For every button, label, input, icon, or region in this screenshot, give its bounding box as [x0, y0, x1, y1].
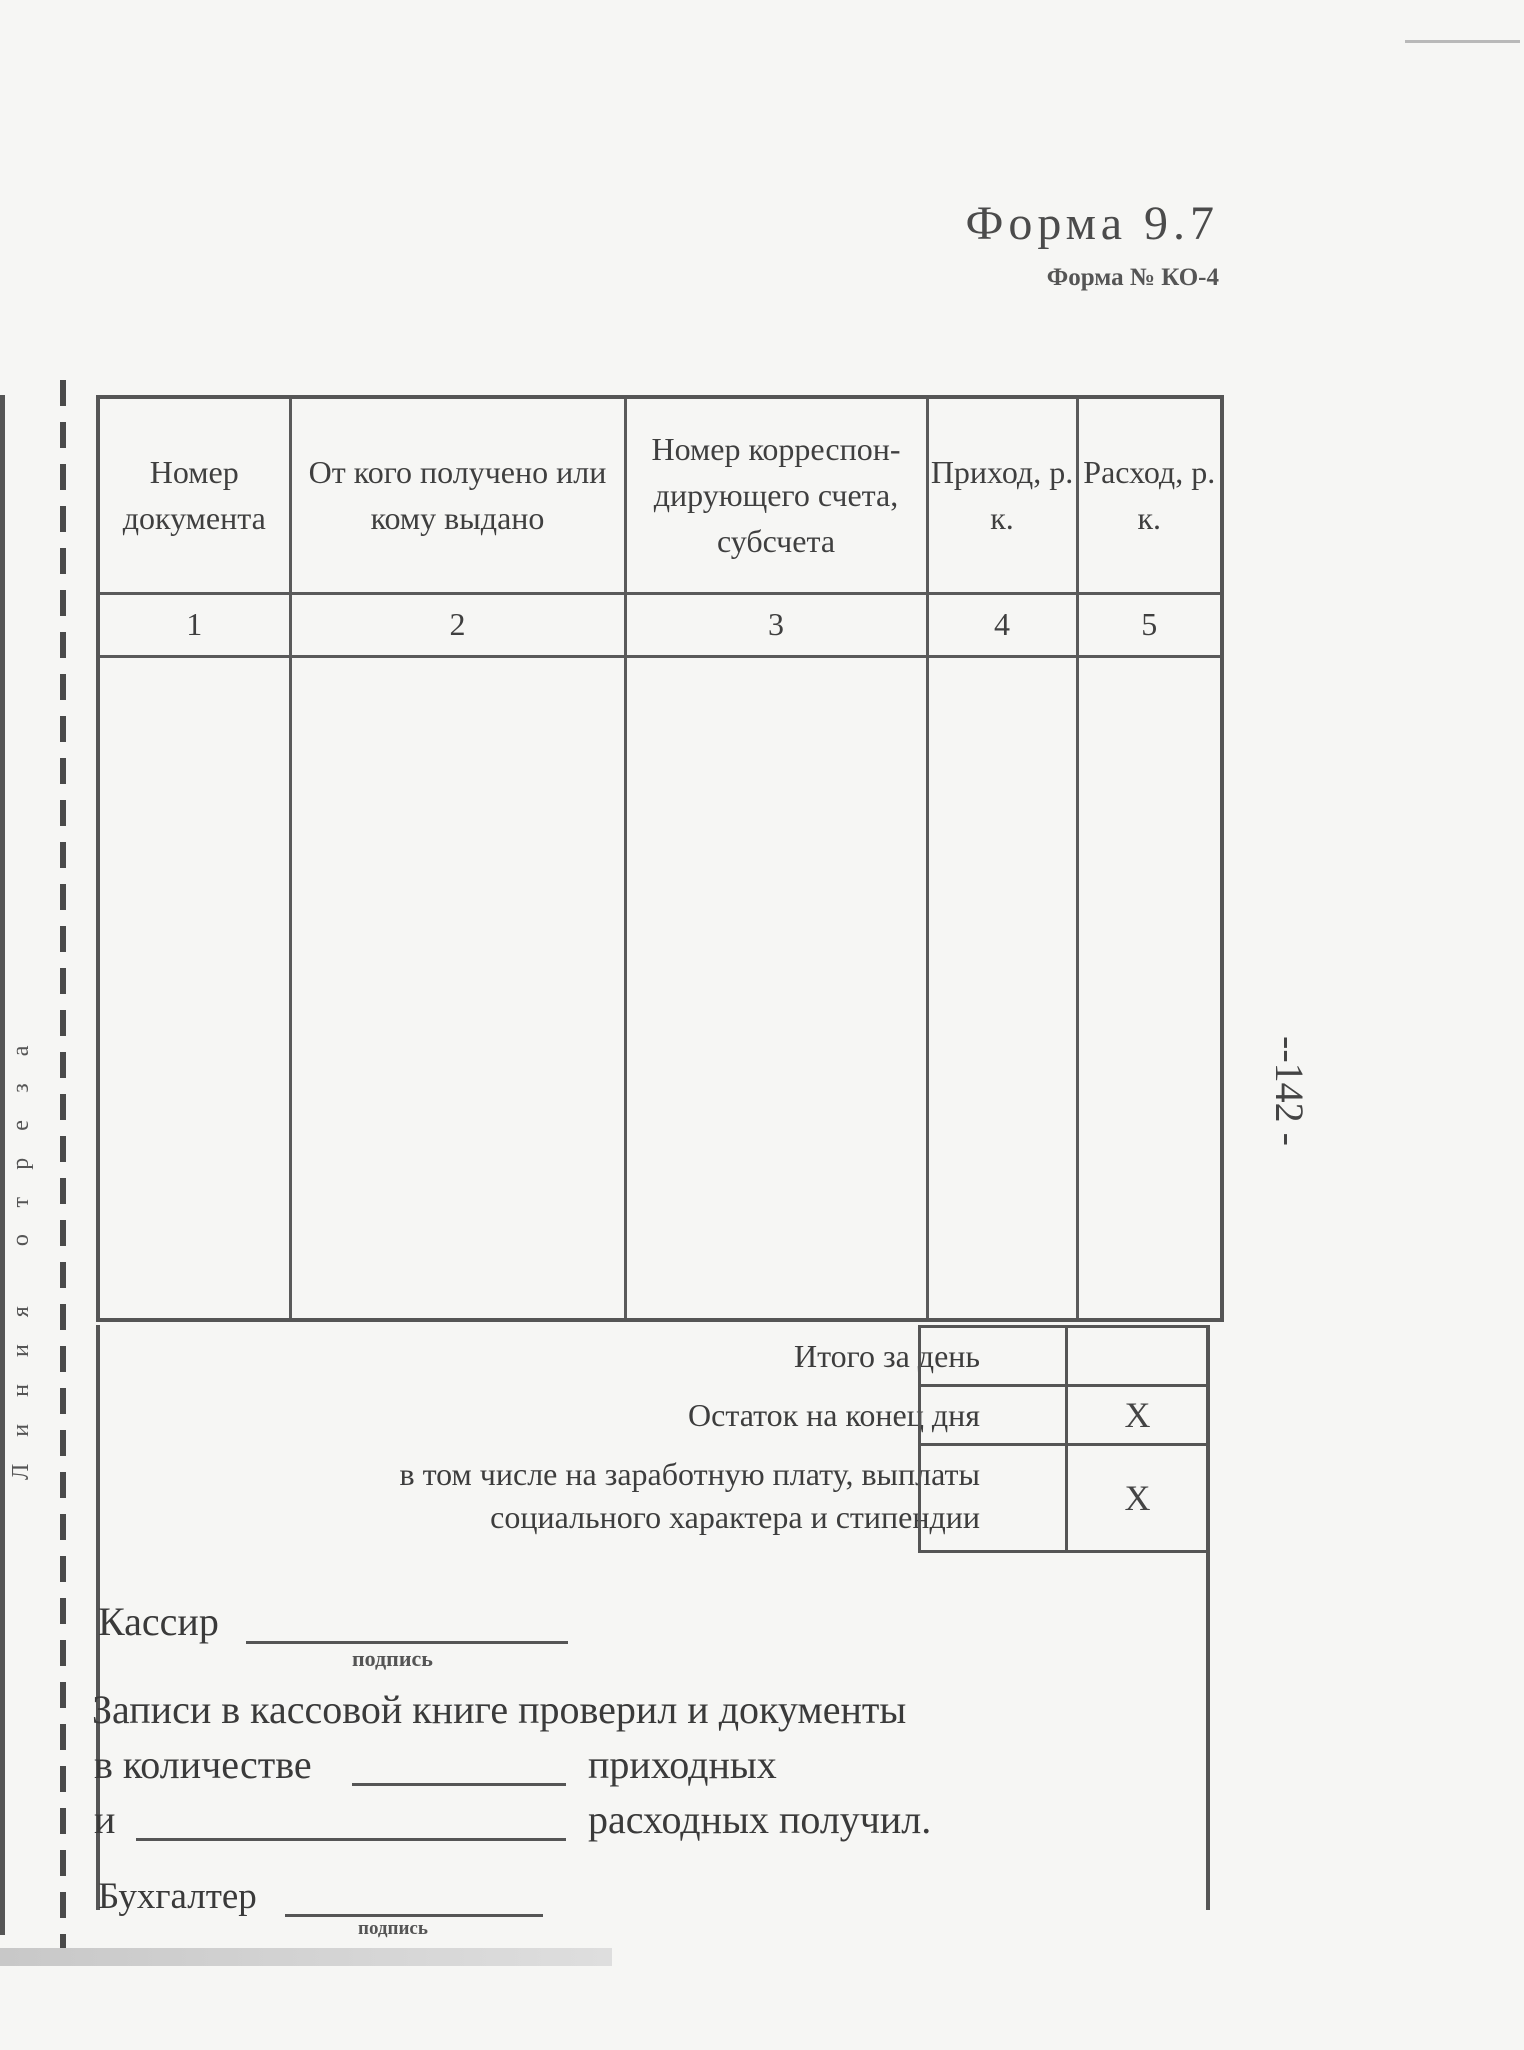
- column-header: От кого получено или кому выдано: [290, 397, 625, 593]
- left-margin-rule: [0, 395, 5, 1935]
- balance-expense-cell: X: [1065, 1384, 1210, 1446]
- cashier-signature-line: [246, 1641, 568, 1644]
- incoming-count-line: [352, 1783, 566, 1786]
- check-text-line2-suffix: приходных: [588, 1742, 777, 1787]
- entry-cell: [98, 656, 290, 1320]
- check-text-line2-prefix: в количестве: [94, 1742, 312, 1787]
- payroll-income-cell: [918, 1443, 1068, 1553]
- balance-income-cell: [918, 1384, 1068, 1446]
- table-header-row: [98, 397, 1222, 593]
- table-entry-area: [98, 656, 1222, 1320]
- column-header: Номер корреспон-дирующего счета, субсчета: [625, 397, 927, 593]
- entry-cell: [1077, 656, 1222, 1320]
- column-number: 4: [927, 593, 1077, 656]
- column-number: 3: [625, 593, 927, 656]
- cash-book-table: [96, 395, 1224, 1322]
- form-code: Форма № КО-4: [1046, 264, 1219, 291]
- outgoing-count-line: [136, 1838, 566, 1841]
- total-label: в том числе на заработную плату, выплаты социального характера и стипендии: [399, 1456, 980, 1535]
- column-number: 1: [98, 593, 290, 656]
- payroll-row: [96, 1443, 1210, 1553]
- cashier-signature-caption: подпись: [352, 1646, 433, 1671]
- accountant-label: Бухгалтер: [98, 1876, 257, 1917]
- column-number-row: [98, 593, 1222, 656]
- column-number: 2: [290, 593, 625, 656]
- entry-cell: [927, 656, 1077, 1320]
- form-title: Форма 9.7: [965, 197, 1219, 250]
- cashier-label: Кассир: [98, 1599, 219, 1644]
- top-rule: [1405, 40, 1520, 43]
- check-text-line3-prefix: и: [94, 1797, 116, 1842]
- check-text-line3-suffix: расходных получил.: [588, 1797, 932, 1842]
- column-header: Приход, р. к.: [927, 397, 1077, 593]
- accountant-signature-caption: подпись: [358, 1918, 428, 1939]
- column-header: Расход, р. к.: [1077, 397, 1222, 593]
- total-income-cell: [918, 1325, 1068, 1387]
- entry-cell: [625, 656, 927, 1320]
- accountant-signature-line: [285, 1914, 543, 1917]
- column-header: Номер документа: [98, 397, 290, 593]
- cut-line-label: Линия отреза: [8, 1018, 34, 1480]
- total-label: Итого за день: [793, 1338, 980, 1374]
- payroll-expense-cell: X: [1065, 1443, 1210, 1553]
- total-label: Остаток на конец дня: [688, 1397, 980, 1433]
- entry-cell: [290, 656, 625, 1320]
- total-expense-cell: [1065, 1325, 1210, 1387]
- check-text-line1: Записи в кассовой книге проверил и документы: [92, 1687, 907, 1732]
- column-number: 5: [1077, 593, 1222, 656]
- total-day-row: [96, 1325, 1210, 1387]
- page-bottom-shadow: [0, 1948, 612, 1966]
- cut-line: [60, 380, 66, 1950]
- page-number: --142 -: [1267, 1036, 1312, 1146]
- balance-row: [96, 1384, 1210, 1446]
